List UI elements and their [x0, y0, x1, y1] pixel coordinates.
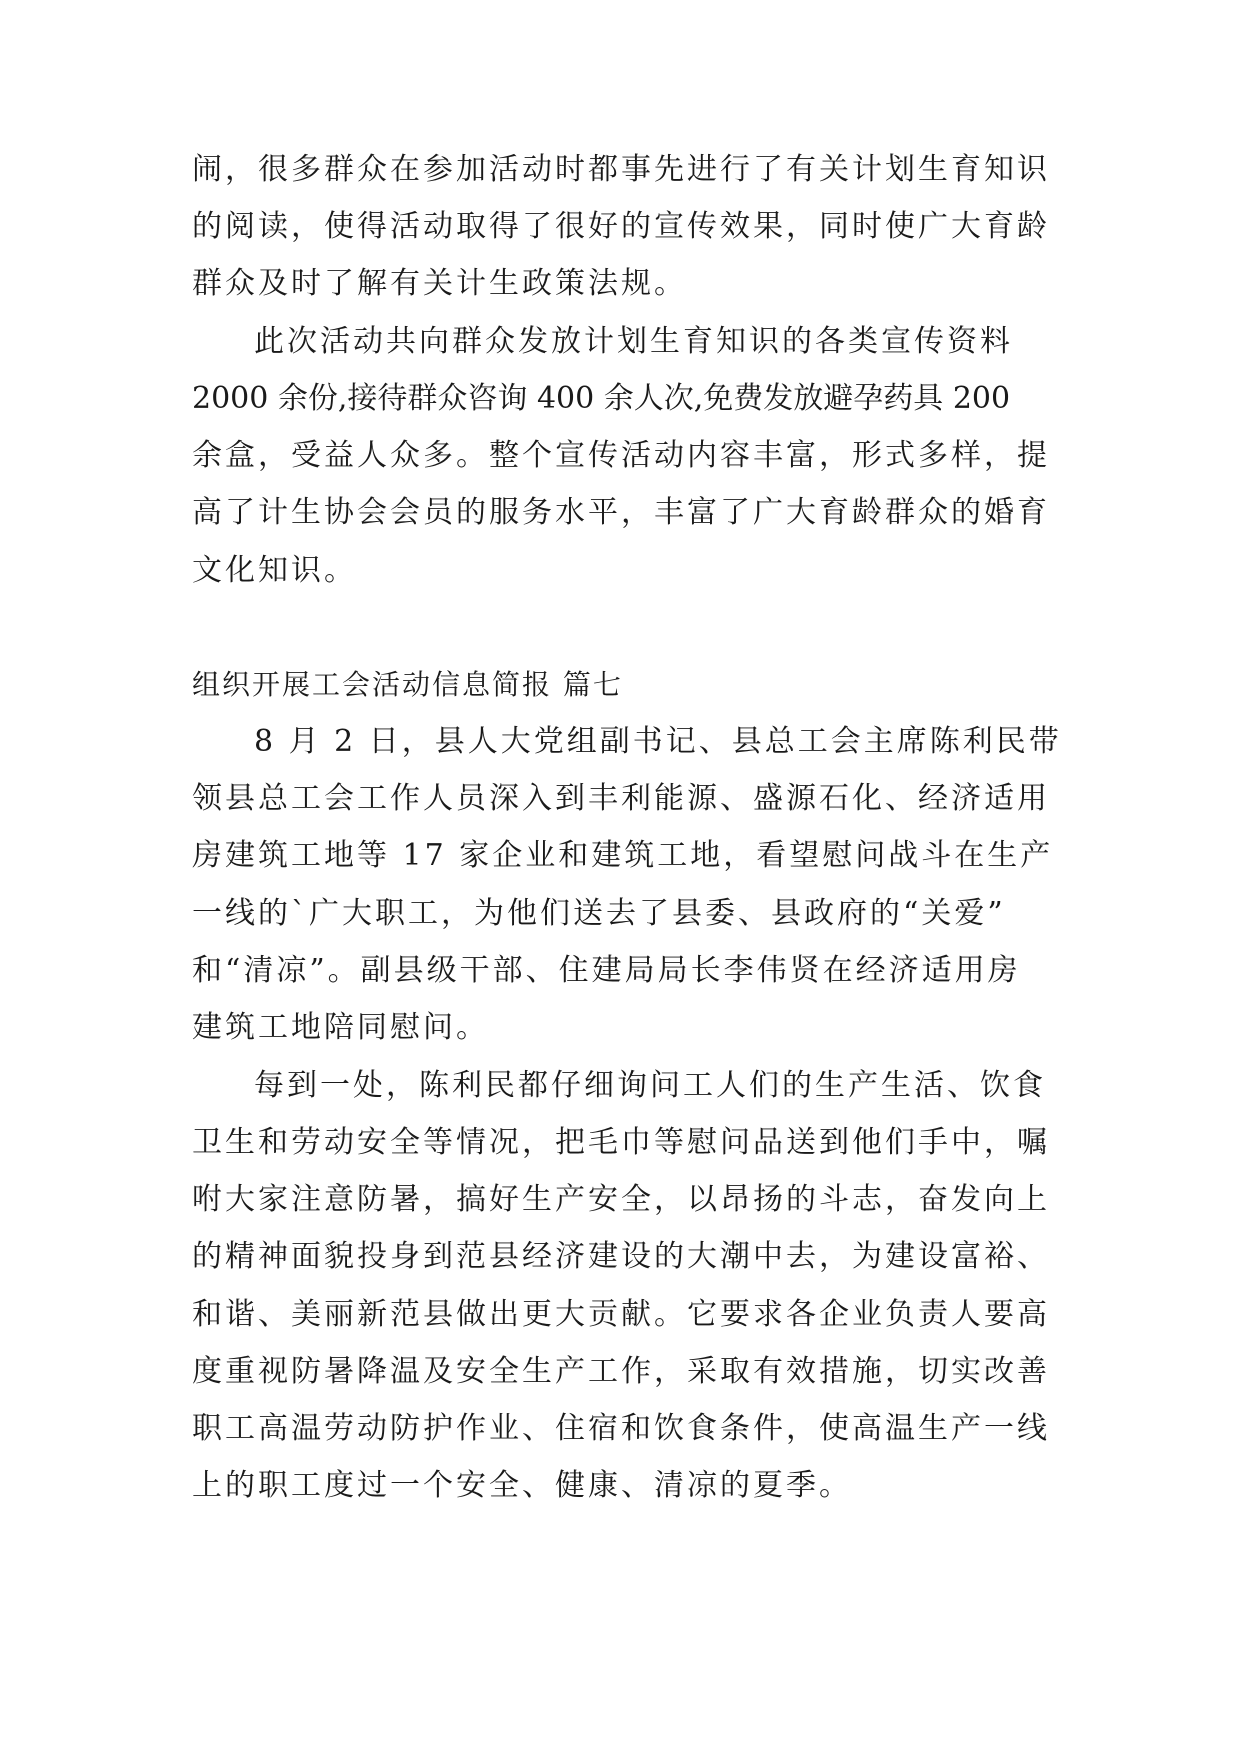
paragraph-1-line-1: 闹，很多群众在参加活动时都事先进行了有关计划生育知识 — [192, 152, 1050, 187]
paragraph-4-line-6: 度重视防暑降温及安全生产工作，采取有效措施，切实改善 — [192, 1354, 1050, 1389]
paragraph-4-line-1: 每到一处，陈利民都仔细询问工人们的生产生活、饮食 — [254, 1068, 1046, 1103]
paragraph-4-line-7: 职工高温劳动防护作业、住宿和饮食条件，使高温生产一线 — [192, 1411, 1050, 1446]
paragraph-3-line-2: 领县总工会工作人员深入到丰利能源、盛源石化、经济适用 — [192, 781, 1050, 816]
paragraph-4-line-8: 上的职工度过一个安全、健康、清凉的夏季。 — [192, 1468, 852, 1503]
paragraph-2-line-4: 高了计生协会会员的服务水平，丰富了广大育龄群众的婚育 — [192, 495, 1050, 530]
paragraph-4-line-3: 咐大家注意防暑，搞好生产安全，以昂扬的斗志，奋发向上 — [192, 1182, 1050, 1217]
paragraph-3-line-5: 和“清凉”。副县级干部、住建局局长李伟贤在经济适用房 — [192, 953, 1021, 988]
paragraph-3-line-6: 建筑工地陪同慰问。 — [192, 1010, 489, 1045]
paragraph-4-line-5: 和谐、美丽新范县做出更大贡献。它要求各企业负责人要高 — [192, 1297, 1050, 1332]
paragraph-4-line-2: 卫生和劳动安全等情况，把毛巾等慰问品送到他们手中，嘱 — [192, 1125, 1050, 1160]
paragraph-3-line-3: 房建筑工地等 17 家企业和建筑工地，看望慰问战斗在生产 — [192, 838, 1054, 873]
paragraph-2-line-1: 此次活动共向群众发放计划生育知识的各类宣传资料 — [254, 324, 1013, 359]
paragraph-2-line-3: 余盒，受益人众多。整个宣传活动内容丰富，形式多样，提 — [192, 438, 1050, 473]
section-heading: 组织开展工会活动信息简报 篇七 — [192, 668, 623, 701]
paragraph-1-line-2: 的阅读，使得活动取得了很好的宣传效果，同时使广大育龄 — [192, 209, 1050, 244]
paragraph-3-line-4: 一线的`广大职工，为他们送去了县委、县政府的“关爱” — [192, 896, 1006, 931]
paragraph-4-line-4: 的精神面貌投身到范县经济建设的大潮中去，为建设富裕、 — [192, 1239, 1050, 1274]
paragraph-1-line-3: 群众及时了解有关计生政策法规。 — [192, 266, 687, 301]
paragraph-2-line-5: 文化知识。 — [192, 553, 357, 588]
paragraph-3-line-1: 8 月 2 日，县人大党组副书记、县总工会主席陈利民带 — [254, 724, 1062, 759]
paragraph-2-line-2: 2000 余份,接待群众咨询 400 余人次,免费发放避孕药具 200 — [192, 381, 1011, 416]
